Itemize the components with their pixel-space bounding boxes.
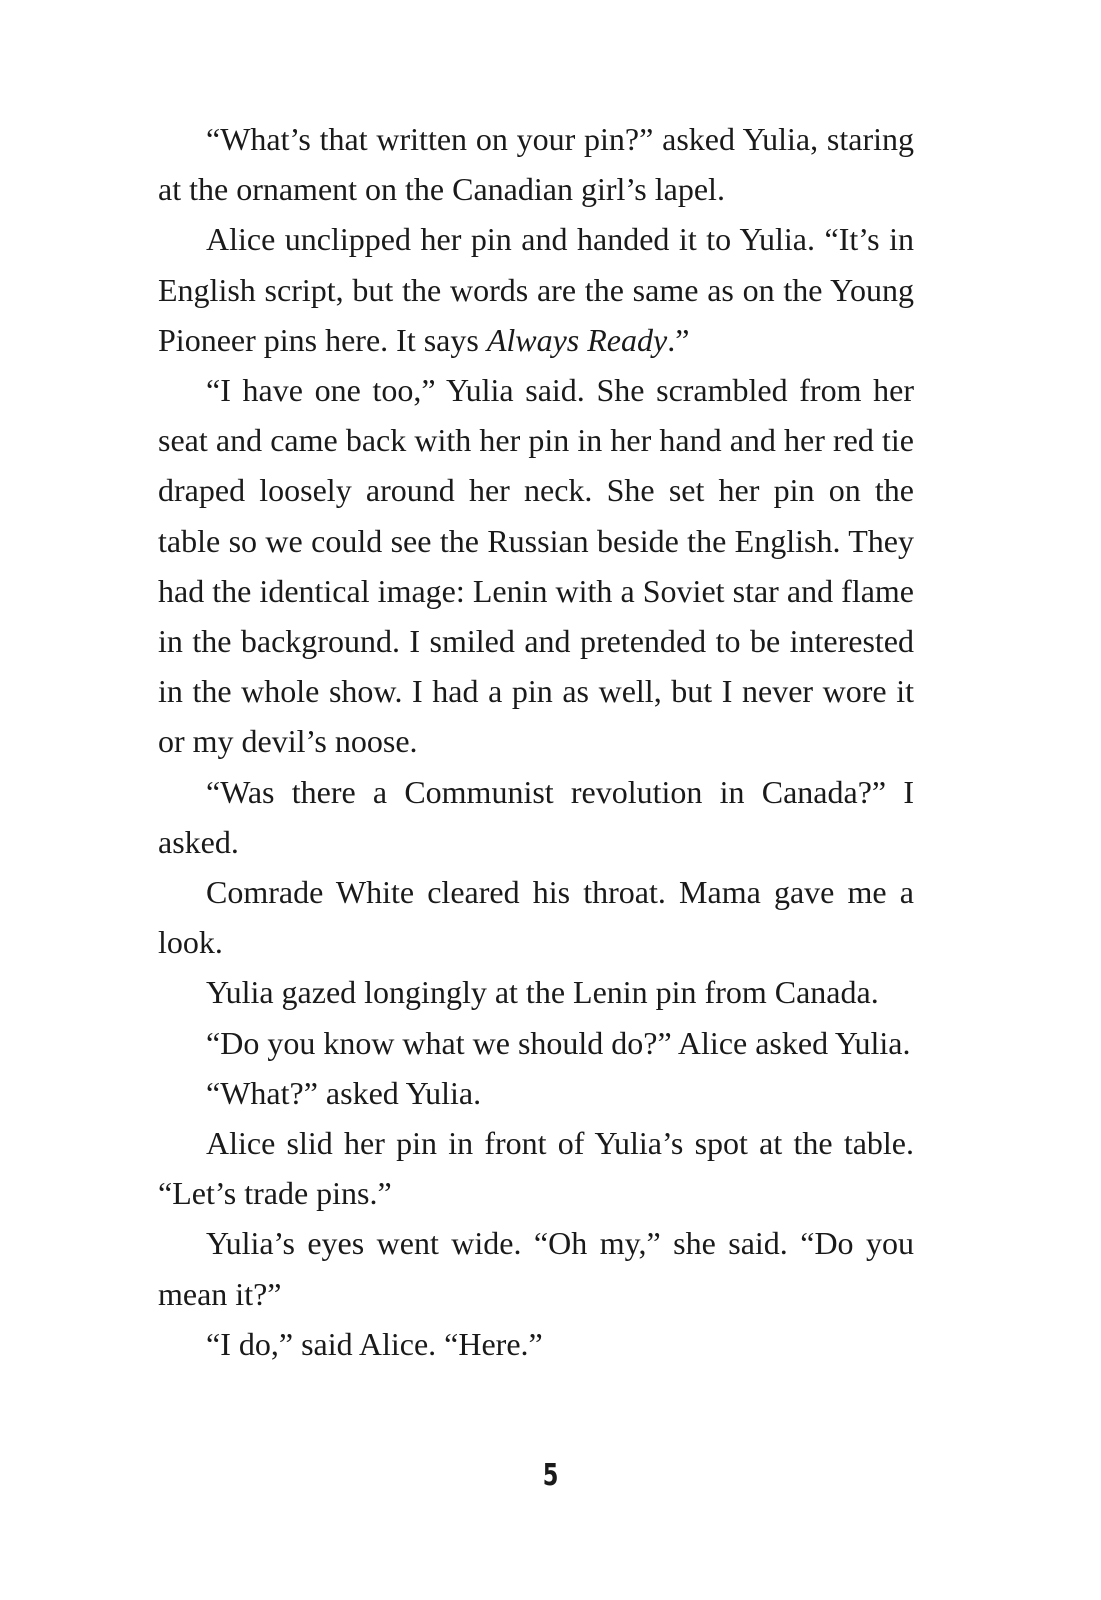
paragraph-text: .” bbox=[667, 321, 690, 358]
paragraph: Alice slid her pin in front of Yulia’s spot at the table. “Let’s trade pins.” bbox=[158, 1125, 914, 1212]
paragraph: “What’s that written on your pin?” asked Yulia, staring at the ornament on the Canadian girl’s lapel. bbox=[158, 121, 914, 208]
paragraph: “Do you know what we should do?” Alice asked Yulia. bbox=[206, 1024, 911, 1061]
body-text bbox=[158, 114, 914, 1369]
paragraph: “Was there a Communist revolution in Canada?” I asked. bbox=[158, 773, 914, 860]
italic-phrase: Always Ready bbox=[486, 321, 668, 358]
paragraph: “I do,” said Alice. “Here.” bbox=[206, 1325, 543, 1362]
paragraph: Comrade White cleared his throat. Mama gave me a look. bbox=[158, 874, 914, 961]
paragraph: Yulia’s eyes went wide. “Oh my,” she said. “Do you mean it?” bbox=[158, 1225, 914, 1312]
paragraph bbox=[158, 214, 914, 365]
paragraph: “What?” asked Yulia. bbox=[206, 1074, 482, 1111]
page-number: 5 bbox=[542, 1458, 559, 1493]
paragraph-text: Alice unclipped her pin and handed it to Yulia. “It’s in English script, but the words are the same as on the Young Pioneer pins here. It says bbox=[158, 221, 914, 358]
paragraph: Yulia gazed longingly at the Lenin pin from Canada. bbox=[206, 974, 879, 1011]
paragraph: “I have one too,” Yulia said. She scrambled from her seat and came back with her pin in her hand and her red tie draped loosely around her neck. She set her pin on the table so we could see the Russian beside the English. They had the identical image: Lenin with a Soviet star and flame in the background. I smiled and pretended to be interested in the whole show. I had a pin as well, but I never wore it or my devil’s noose. bbox=[158, 372, 914, 760]
